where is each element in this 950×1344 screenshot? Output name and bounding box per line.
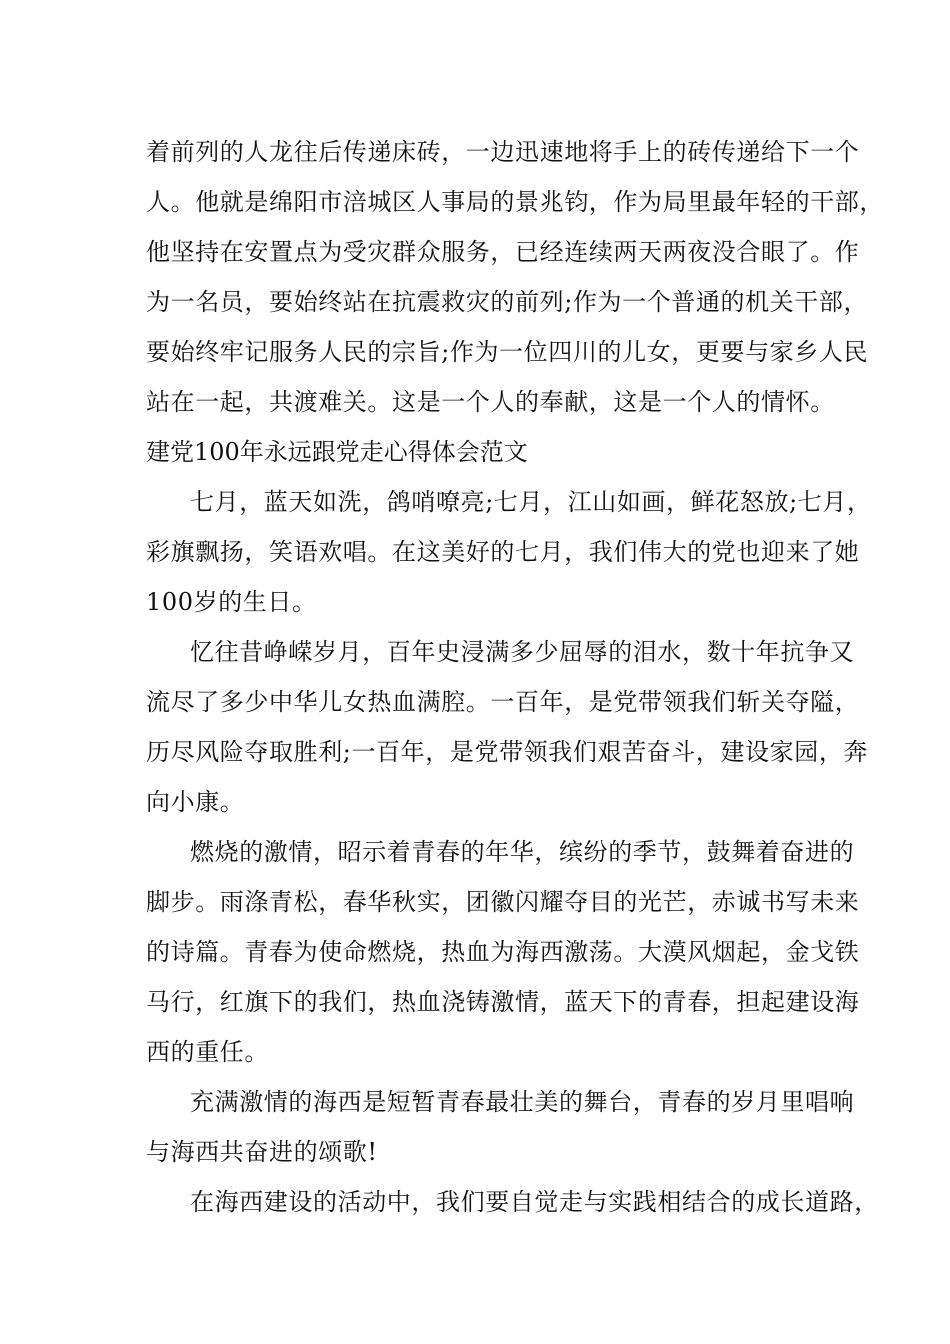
paragraph-6-line-1: 在海西建设的活动中，我们要自觉走与实践相结合的成长道路， [190, 1188, 879, 1216]
paragraph-2-line-1: 七月，蓝天如洗，鸽哨嘹亮;七月，江山如画，鲜花怒放;七月， [190, 488, 872, 516]
article-heading: 建党100年永远跟党走心得体会范文 [146, 438, 528, 466]
paragraph-2-line-3: 100岁的生日。 [146, 588, 317, 616]
paragraph-4-line-4: 马行，红旗下的我们，热血浇铸激情，蓝天下的青春，担起建设海 [146, 988, 860, 1016]
paragraph-4-line-1: 燃烧的激情，昭示着青春的年华，缤纷的季节，鼓舞着奋进的 [190, 838, 855, 866]
paragraph-3-line-2: 流尽了多少中华儿女热血满腔。一百年，是党带领我们斩关夺隘， [146, 688, 860, 716]
paragraph-5-line-2: 与海西共奋进的颂歌! [146, 1138, 378, 1166]
paragraph-1-line-1: 着前列的人龙往后传递床砖，一边迅速地将手上的砖传递给下一个 [146, 138, 860, 166]
paragraph-1-line-3: 他坚持在安置点为受灾群众服务，已经连续两天两夜没合眼了。作 [146, 238, 860, 266]
paragraph-4-line-5: 西的重任。 [146, 1038, 269, 1066]
paragraph-1-line-5: 要始终牢记服务人民的宗旨;作为一位四川的儿女，更要与家乡人民 [146, 338, 869, 366]
paragraph-1-line-2: 人。他就是绵阳市涪城区人事局的景兆钧，作为局里最年轻的干部， [146, 188, 884, 216]
paragraph-3-line-3: 历尽风险夺取胜利;一百年，是党带领我们艰苦奋斗，建设家园，奔 [146, 738, 869, 766]
paragraph-3-line-1: 忆往昔峥嵘岁月，百年史浸满多少屈辱的泪水，数十年抗争又 [190, 638, 855, 666]
paragraph-1-line-4: 为一名员，要始终站在抗震救灾的前列;作为一个普通的机关干部， [146, 288, 869, 316]
paragraph-3-line-4: 向小康。 [146, 788, 245, 816]
paragraph-4-line-3: 的诗篇。青春为使命燃烧，热血为海西激荡。大漠风烟起，金戈铁 [146, 938, 860, 966]
paragraph-2-line-2: 彩旗飘扬，笑语欢唱。在这美好的七月，我们伟大的党也迎来了她 [146, 538, 860, 566]
paragraph-5-line-1: 充满激情的海西是短暂青春最壮美的舞台，青春的岁月里唱响 [190, 1088, 855, 1116]
paragraph-1-line-6: 站在一起，共渡难关。这是一个人的奉献，这是一个人的情怀。 [146, 388, 835, 416]
paragraph-4-line-2: 脚步。雨涤青松，春华秋实，团徽闪耀夺目的光芒，赤诚书写未来 [146, 888, 860, 916]
